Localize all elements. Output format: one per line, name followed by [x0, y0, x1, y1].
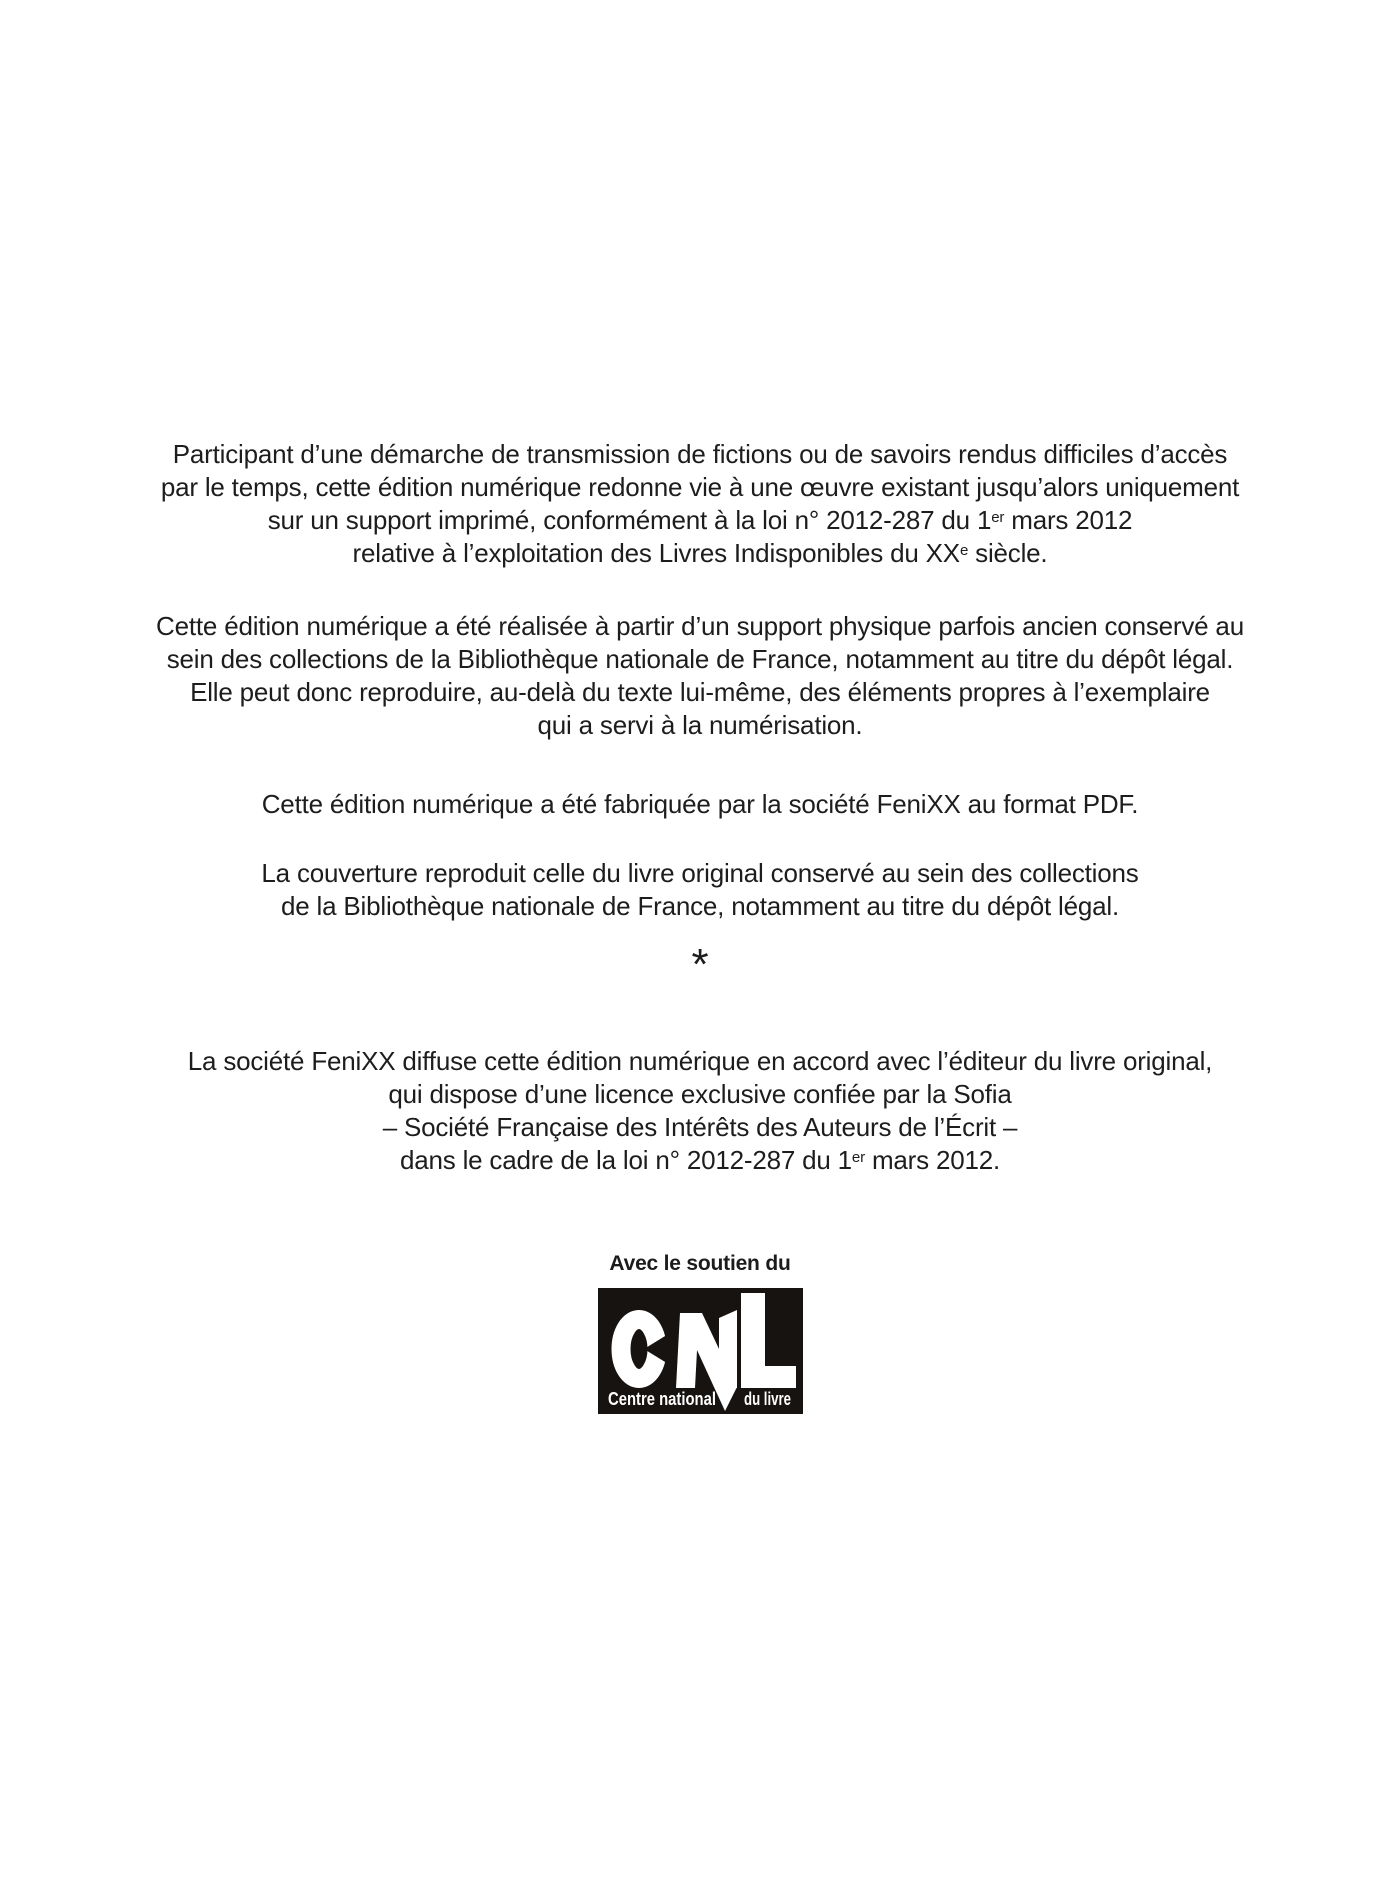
paragraph-line: Cette édition numérique a été réalisée à partir d’un support physique parfois ancien conservé au: [156, 611, 1244, 641]
paragraph-line: sein des collections de la Bibliothèque nationale de France, notamment au titre du dépôt légal.: [166, 644, 1234, 674]
cnl-letter-n-right-stroke: [719, 1310, 737, 1388]
paragraph-cover-notice: [0, 857, 1400, 923]
paragraph-line: Elle peut donc reproduire, au-delà du texte lui-même, des éléments propres à l’exemplaire: [190, 677, 1210, 707]
superscript: er: [991, 509, 1005, 527]
cnl-logo-container: [0, 1288, 1400, 1419]
paragraph-line: qui a servi à la numérisation.: [537, 710, 863, 740]
paragraph-line: qui dispose d’une licence exclusive confiée par la Sofia: [388, 1079, 1012, 1109]
cnl-caption-left: Centre national: [607, 1389, 716, 1409]
paragraph-line: [0, 1144, 1400, 1177]
paragraph-line: par le temps, cette édition numérique redonne vie à une œuvre existant jusqu’alors uniquement: [160, 472, 1240, 502]
paragraph-line: [0, 537, 1400, 570]
line-text: dans le cadre de la loi n° 2012-287 du 1: [399, 1145, 852, 1175]
paragraph-line: La couverture reproduit celle du livre original conservé au sein des collections: [261, 858, 1139, 888]
paragraph-source-notice: [0, 610, 1400, 742]
paragraph-line: [0, 504, 1400, 537]
paragraph-fabrication-notice: [0, 788, 1400, 821]
paragraph-line: Cette édition numérique a été fabriquée par la société FeniXX au format PDF.: [261, 789, 1139, 819]
line-text: sur un support imprimé, conformément à la loi n° 2012-287 du 1: [267, 505, 992, 535]
line-text: mars 2012: [1004, 505, 1133, 535]
cnl-logo: [598, 1288, 803, 1414]
superscript: e: [959, 542, 969, 560]
cnl-caption-right: du livre: [743, 1389, 791, 1409]
paragraph-line: La société FeniXX diffuse cette édition numérique en accord avec l’éditeur du livre original,: [187, 1046, 1213, 1076]
paragraph-line: Participant d’une démarche de transmission de fictions ou de savoirs rendus difficiles d’accès: [172, 439, 1228, 469]
cnl-captions: [608, 1389, 791, 1409]
asterisk-separator: *: [691, 940, 709, 989]
paragraph-line: – Société Française des Intérêts des Auteurs de l’Écrit –: [382, 1112, 1018, 1142]
support-caption: Avec le soutien du: [609, 1252, 791, 1275]
line-text: relative à l’exploitation des Livres Indisponibles du XX: [352, 538, 960, 568]
line-text: siècle.: [968, 538, 1048, 568]
superscript: er: [851, 1149, 865, 1167]
line-text: mars 2012.: [864, 1145, 1001, 1175]
paragraph-diffusion-notice: [0, 1045, 1400, 1177]
paragraph-legal-notice: [0, 438, 1400, 570]
paragraph-line: de la Bibliothèque nationale de France, notamment au titre du dépôt légal.: [281, 891, 1119, 921]
